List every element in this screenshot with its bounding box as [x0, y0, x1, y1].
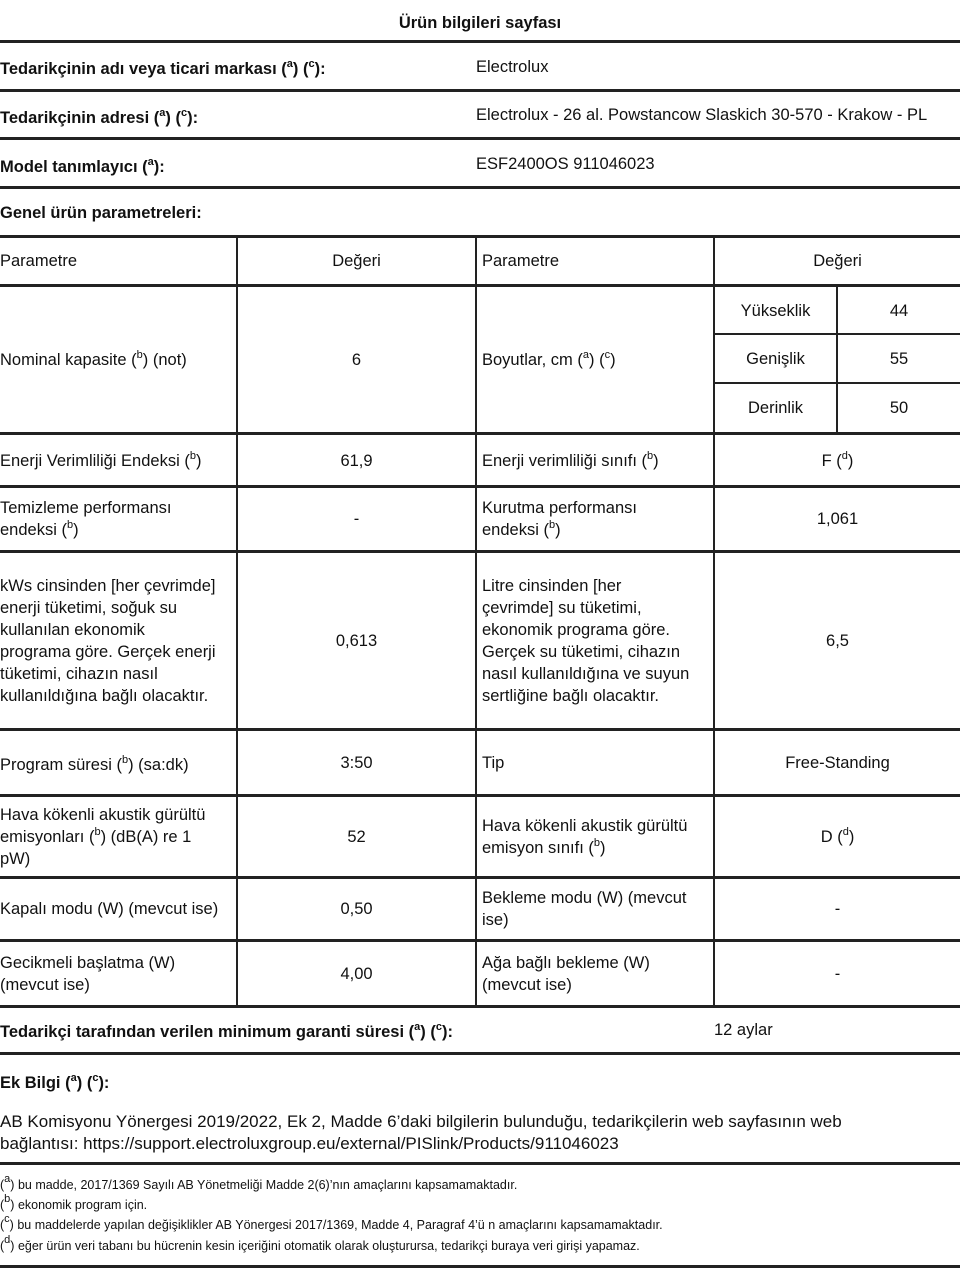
model-value: ESF2400OS 911046023 — [476, 155, 655, 173]
supplier-name-value: Electrolux — [476, 58, 549, 76]
dim-label-depth: Derinlik — [747, 399, 803, 417]
footnote-b: ($^b$) ekonomik program için. — [0, 1193, 148, 1212]
additional-info-link-line: bağlantısı: https://support.electroluxgroup.eu/external/PISlink/Products/911046023 — [0, 1134, 619, 1153]
product-info-link[interactable]: https://support.electroluxgroup.eu/external/PISlink/Products/911046023 — [83, 1134, 619, 1153]
dim-label-width: Genişlik — [746, 350, 805, 368]
param-cleaning-index: Temizleme performansı endeksi ($^b$) — [0, 499, 172, 539]
param-drying-index: Kurutma performansı endeksi ($^b$) — [482, 499, 637, 539]
value-noise-class: D ($^d$) — [820, 825, 855, 846]
param-nominal-capacity: Nominal kapasite ($^b$) (not) — [0, 349, 187, 369]
param-networked-standby: Ağa bağlı bekleme (W) (mevcut ise) — [482, 953, 650, 994]
footnote-d: ($^d$) eğer ürün veri tabanı bu hücrenin kesin içeriğini otomatik olarak oluşturursa, tedarikçi buraya veri girişi yapamaz. — [0, 1234, 640, 1253]
dim-label-height: Yükseklik — [740, 301, 811, 320]
value-water-consumption: 6,5 — [826, 631, 849, 650]
divider — [0, 1265, 960, 1268]
divider — [0, 1162, 960, 1165]
dim-value-width: 55 — [889, 350, 909, 368]
param-off-mode: Kapalı modu (W) (mevcut ise) — [0, 900, 219, 918]
header-parametre-2: Parametre — [482, 252, 560, 270]
supplier-address-value: Electrolux - 26 al. Powstancow Slaskich 30-570 - Krakow - PL — [476, 106, 928, 124]
value-program-duration: 3:50 — [340, 753, 373, 772]
param-noise-emission: Hava kökenli akustik gürültü emisyonları ($^b$) (dB(A) re 1 pW) — [0, 805, 206, 868]
footnote-a: ($^a$) bu madde, 2017/1369 Sayılı AB Yönetmeliği Madde 2(6)’nın amaçlarını kapsamamaktadır. — [0, 1173, 518, 1192]
param-energy-class: Enerji verimliliği sınıfı ($^b$) — [482, 449, 659, 470]
divider — [0, 1052, 960, 1055]
header-parametre-1: Parametre — [0, 252, 78, 270]
param-delay-start: Gecikmeli başlatma (W) (mevcut ise) — [0, 953, 176, 994]
dim-value-height: 44 — [889, 301, 909, 320]
value-networked-standby: - — [834, 964, 841, 983]
model-label: Model tanımlayıcı ($^a$): — [0, 156, 165, 176]
param-noise-class: Hava kökenli akustik gürültü emisyon sınıfı ($^b$) — [482, 816, 688, 857]
dim-value-depth: 50 — [889, 399, 909, 417]
divider — [0, 137, 960, 140]
value-off-mode: 0,50 — [340, 900, 373, 918]
value-standby-mode: - — [834, 900, 841, 918]
general-params-label: Genel ürün parametreleri: — [0, 204, 202, 222]
value-energy-class: F ($^d$) — [821, 449, 854, 470]
warranty-label: Tedarikçi tarafından verilen minimum garanti süresi ($^a$) ($^c$): — [0, 1021, 453, 1041]
value-drying-index: 1,061 — [816, 510, 859, 528]
header-degeri-2: Değeri — [813, 252, 862, 270]
header-degeri-1: Değeri — [332, 252, 381, 270]
additional-info-label: Ek Bilgi ($^a$) ($^c$): — [0, 1072, 110, 1092]
param-energy-consumption: kWs cinsinden [her çevrimde] enerji tüketimi, soğuk su kullanılan ekonomik programa göre. Gerçek enerji tüketimi, cihazın nasıl kullanıldığına bağlı olacaktır. — [0, 576, 216, 705]
value-type: Free-Standing — [785, 753, 890, 772]
value-energy-consumption: 0,613 — [335, 631, 378, 650]
supplier-name-label: Tedarikçinin adı veya ticari markası ($^a$) ($^c$): — [0, 58, 326, 78]
value-delay-start: 4,00 — [340, 964, 373, 983]
value-cleaning-index: - — [353, 510, 360, 528]
value-eei: 61,9 — [340, 451, 373, 470]
param-program-duration: Program süresi ($^b$) (sa:dk) — [0, 754, 189, 774]
column-divider — [475, 236, 477, 1006]
divider — [0, 1005, 960, 1008]
value-nominal-capacity: 6 — [351, 351, 362, 369]
page-title: Ürün bilgileri sayfası — [398, 14, 562, 32]
divider — [0, 186, 960, 189]
divider — [0, 89, 960, 92]
warranty-value: 12 aylar — [714, 1021, 773, 1039]
param-dimensions: Boyutlar, cm ($^a$) ($^c$) — [482, 349, 616, 369]
param-standby-mode: Bekleme modu (W) (mevcut ise) — [482, 889, 687, 929]
supplier-address-label: Tedarikçinin adresi ($^a$) ($^c$): — [0, 107, 199, 127]
value-noise-emission: 52 — [347, 827, 366, 846]
param-eei: Enerji Verimliliği Endeksi ($^b$) — [0, 449, 202, 470]
param-water-consumption: Litre cinsinden [her çevrimde] su tüketimi, ekonomik programa göre. Gerçek su tüketimi, cihazın nasıl kullanıldığına ve suyun sertliğine bağlı olacaktır. — [482, 576, 690, 705]
param-type: Tip — [482, 753, 505, 772]
footnote-c: ($^c$) bu maddelerde yapılan değişiklikler AB Yönergesi 2017/1369, Madde 4, Paragraf 4’ü n amaçlarını kapsamamaktadır. — [0, 1213, 663, 1232]
additional-info-text: AB Komisyonu Yönergesi 2019/2022, Ek 2, Madde 6’daki bilgilerin bulunduğu, tedarikçilerin web sayfasının web — [0, 1112, 842, 1131]
divider — [0, 40, 960, 43]
